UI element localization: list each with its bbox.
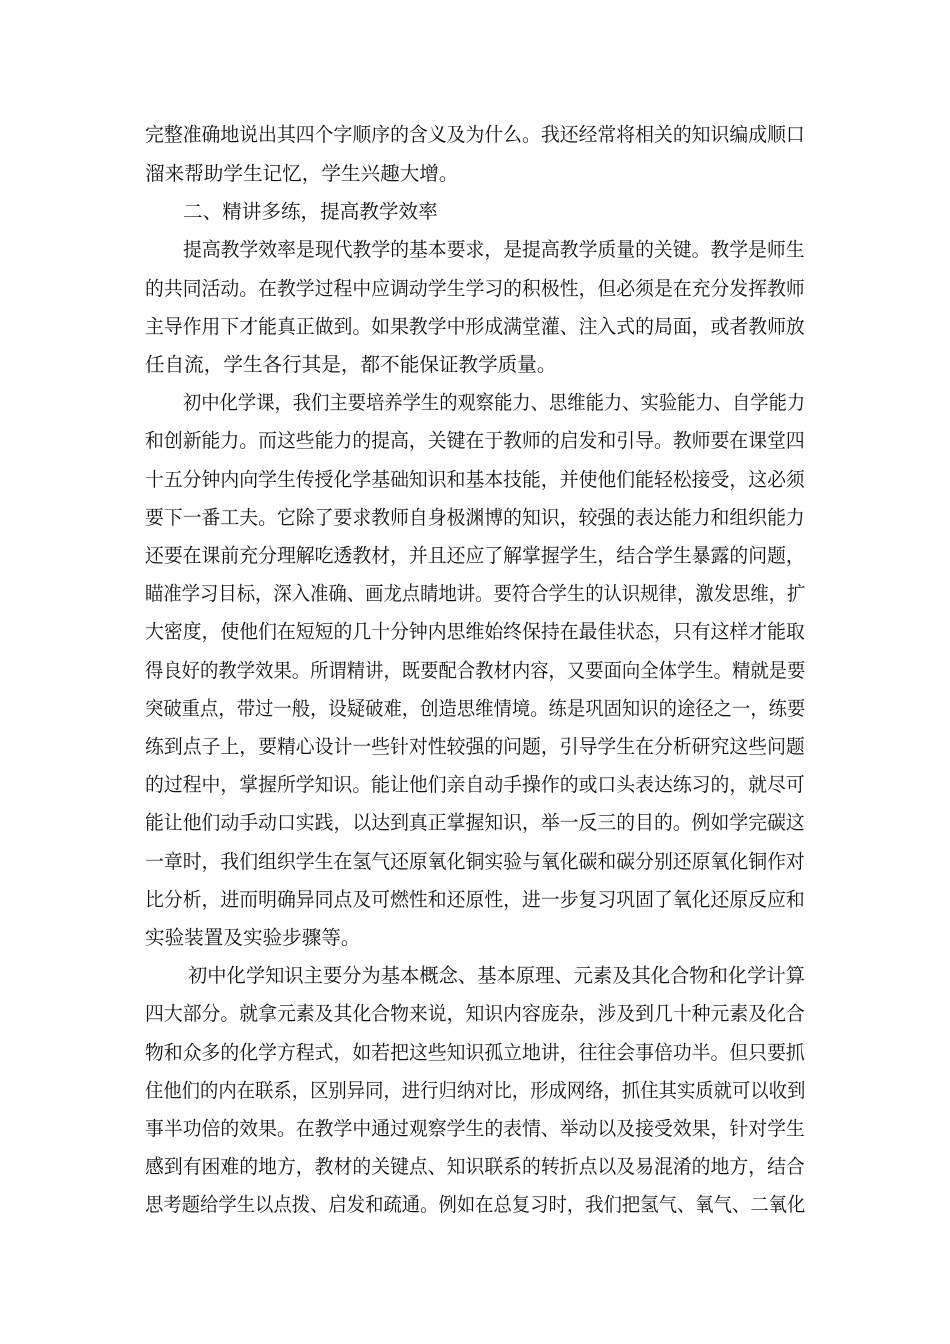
text-line: 感到有困难的地方，教材的关键点、知识联系的转折点以及易混淆的地方，结合 <box>145 1155 805 1178</box>
text-line: 事半功倍的效果。在教学中通过观察学生的表情、举动以及接受效果，针对学生 <box>145 1117 805 1140</box>
section-heading: 二、精讲多练，提高教学效率 <box>183 200 438 223</box>
text-line: 十五分钟内向学生传授化学基础知识和基本技能，并使他们能轻松接受，这必须 <box>145 468 805 491</box>
text-line: 能让他们动手动口实践，以达到真正掌握知识，举一反三的目的。例如学完碳这 <box>145 811 805 834</box>
text-line: 完整准确地说出其四个字顺序的含义及为什么。我还经常将相关的知识编成顺口 <box>145 123 805 146</box>
text-line: 物和众多的化学方程式，如若把这些知识孤立地讲，往往会事倍功半。但只要抓 <box>145 1041 805 1064</box>
text-line: 思考题给学生以点拨、启发和疏通。例如在总复习时，我们把氢气、氧气、二氧化 <box>145 1193 806 1216</box>
text-line: 的共同活动。在教学过程中应调动学生学习的积极性，但必须是在充分发挥教师 <box>145 277 805 300</box>
text-line: 住他们的内在联系，区别异同，进行归纳对比，形成网络，抓住其实质就可以收到 <box>145 1079 806 1102</box>
text-line: 练到点子上，要精心设计一些针对性较强的问题，引导学生在分析研究这些问题 <box>145 735 805 758</box>
text-line: 得良好的教学效果。所谓精讲，既要配合教材内容，又要面向全体学生。精就是要 <box>145 659 806 682</box>
text-line: 初中化学课，我们主要培养学生的观察能力、思维能力、实验能力、自学能力 <box>183 391 806 414</box>
text-line: 提高教学效率是现代教学的基本要求，是提高教学质量的关键。教学是师生 <box>183 238 805 261</box>
text-line: 溜来帮助学生记忆，学生兴趣大增。 <box>145 162 459 185</box>
text-line: 要下一番工夫。它除了要求教师自身极渊博的知识，较强的表达能力和组织能力 <box>145 506 805 529</box>
text-line: 初中化学知识主要分为基本概念、基本原理、元素及其化合物和化学计算 <box>188 964 805 987</box>
text-line: 的过程中，掌握所学知识。能让他们亲自动手操作的或口头表达练习的，就尽可 <box>145 773 805 796</box>
text-line: 和创新能力。而这些能力的提高，关键在于教师的启发和引导。教师要在课堂四 <box>145 429 805 452</box>
text-line: 比分析，进而明确异同点及可燃性和还原性，进一步复习巩固了氧化还原反应和 <box>145 888 805 911</box>
text-line: 突破重点，带过一般，设疑破难，创造思维情境。练是巩固知识的途径之一，练要 <box>145 697 806 720</box>
text-line: 四大部分。就拿元素及其化合物来说，知识内容庞杂，涉及到几十种元素及化合 <box>145 1002 805 1025</box>
text-line: 瞄准学习目标，深入准确、画龙点睛地讲。要符合学生的认识规律，激发思维，扩 <box>145 582 806 605</box>
text-line: 还要在课前充分理解吃透教材，并且还应了解掌握学生，结合学生暴露的问题， <box>145 544 805 567</box>
text-line: 一章时，我们组织学生在氢气还原氧化铜实验与氧化碳和碳分别还原氧化铜作对 <box>145 850 805 873</box>
text-line: 任自流，学生各行其是，都不能保证教学质量。 <box>145 353 557 376</box>
text-line: 实验装置及实验步骤等。 <box>145 926 361 949</box>
text-line: 大密度，使他们在短短的几十分钟内思维始终保持在最佳状态，只有这样才能取 <box>145 620 805 643</box>
text-line: 主导作用下才能真正做到。如果教学中形成满堂灌、注入式的局面，或者教师放 <box>145 315 805 338</box>
